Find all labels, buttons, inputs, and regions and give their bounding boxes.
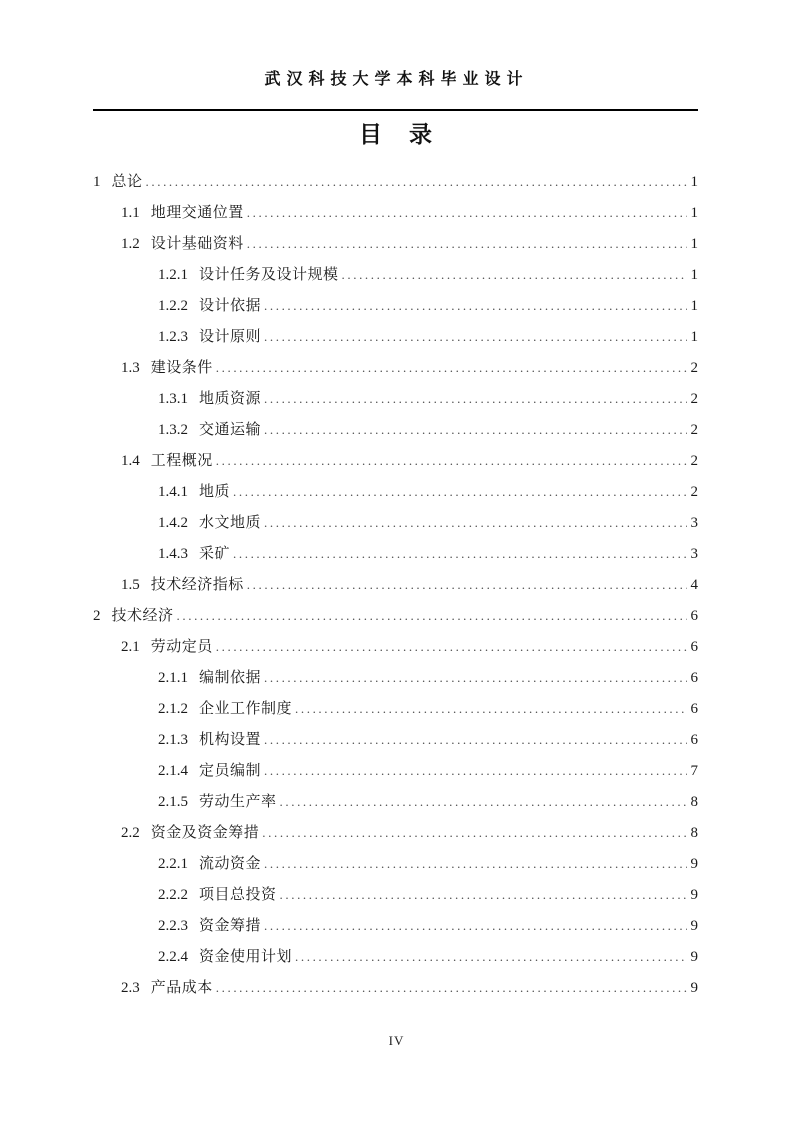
toc-leader-dots <box>247 228 687 259</box>
toc-leader-dots <box>264 290 686 321</box>
toc-entry-label: 产品成本 <box>150 979 213 996</box>
toc-entry-label: 机构设置 <box>199 731 262 748</box>
toc-entry-page: 7 <box>690 763 698 779</box>
toc-entry[interactable] <box>93 848 698 879</box>
toc-entry-label: 技术经济 <box>111 607 174 624</box>
toc-entry-number: 1.3.2 <box>158 422 188 438</box>
toc-entry-page: 6 <box>690 639 698 655</box>
toc-entry-number: 1.1 <box>121 205 140 221</box>
toc-entry-number: 2.2.4 <box>158 949 188 965</box>
toc-entry-page: 9 <box>690 856 698 872</box>
toc-entry-page: 9 <box>690 918 698 934</box>
toc-entry-label: 技术经济指标 <box>150 576 244 593</box>
toc-entry-label: 采矿 <box>199 545 231 562</box>
toc-entry-label: 劳动生产率 <box>199 793 277 810</box>
toc-entry-label: 劳动定员 <box>150 638 213 655</box>
toc-entry-number: 2.1.5 <box>158 794 188 810</box>
toc-leader-dots <box>264 383 686 414</box>
running-header: 武汉科技大学本科毕业设计 <box>264 71 529 88</box>
toc-entry-label: 定员编制 <box>199 762 262 779</box>
toc-leader-dots <box>146 166 687 197</box>
toc-entry-number: 2.1 <box>121 639 140 655</box>
toc-entry[interactable] <box>93 228 698 259</box>
toc-entry-number: 1.2.2 <box>158 298 188 314</box>
toc-entry-number: 1.2.1 <box>158 267 188 283</box>
toc-entry-page: 1 <box>690 174 698 190</box>
toc-entry-page: 6 <box>690 608 698 624</box>
toc-entry-number: 2.1.3 <box>158 732 188 748</box>
toc-entry-page: 1 <box>690 298 698 314</box>
toc-entry-label: 项目总投资 <box>199 886 277 903</box>
toc-entry-label: 设计依据 <box>199 297 262 314</box>
toc-entry-label: 总论 <box>111 173 143 190</box>
toc-entry-page: 8 <box>690 825 698 841</box>
toc-leader-dots <box>233 476 686 507</box>
toc-entry[interactable] <box>93 879 698 910</box>
toc-leader-dots <box>247 197 687 228</box>
toc-entry-number: 1.5 <box>121 577 140 593</box>
toc-entry-page: 3 <box>690 515 698 531</box>
toc-entry[interactable] <box>93 817 698 848</box>
toc-entry[interactable] <box>93 600 698 631</box>
toc-entry-number: 2.3 <box>121 980 140 996</box>
toc-entry[interactable] <box>93 321 698 352</box>
toc-leader-dots <box>216 445 687 476</box>
toc-entry[interactable] <box>93 414 698 445</box>
toc-leader-dots <box>216 352 687 383</box>
toc-entry-page: 6 <box>690 732 698 748</box>
toc-entry-page: 9 <box>690 949 698 965</box>
toc-entry-page: 6 <box>690 701 698 717</box>
toc-leader-dots <box>264 848 686 879</box>
toc-title: 目 录 <box>359 121 434 147</box>
toc-entry-number: 2.1.1 <box>158 670 188 686</box>
toc-entry-label: 交通运输 <box>199 421 262 438</box>
toc-leader-dots <box>264 662 686 693</box>
toc-entry-label: 流动资金 <box>199 855 262 872</box>
toc-entry[interactable] <box>93 352 698 383</box>
toc-entry-number: 1.4.2 <box>158 515 188 531</box>
toc-entry[interactable] <box>93 941 698 972</box>
toc-list <box>93 166 698 1003</box>
toc-entry-label: 设计基础资料 <box>150 235 244 252</box>
toc-entry[interactable] <box>93 259 698 290</box>
toc-leader-dots <box>264 724 686 755</box>
toc-entry-number: 1.2 <box>121 236 140 252</box>
toc-leader-dots <box>264 910 686 941</box>
toc-leader-dots <box>216 972 687 1003</box>
toc-entry-number: 2.2.2 <box>158 887 188 903</box>
toc-entry-number: 1.4 <box>121 453 140 469</box>
toc-leader-dots <box>216 631 687 662</box>
toc-entry-number: 2.1.2 <box>158 701 188 717</box>
toc-entry[interactable] <box>93 383 698 414</box>
toc-entry-number: 2.1.4 <box>158 763 188 779</box>
toc-entry-page: 2 <box>690 360 698 376</box>
toc-entry[interactable] <box>93 290 698 321</box>
toc-entry-label: 水文地质 <box>199 514 262 531</box>
toc-entry-number: 2.2 <box>121 825 140 841</box>
toc-entry[interactable] <box>93 724 698 755</box>
footer-page-number: IV <box>388 1033 405 1048</box>
toc-entry-label: 企业工作制度 <box>199 700 293 717</box>
toc-entry[interactable] <box>93 786 698 817</box>
toc-entry-number: 2.2.1 <box>158 856 188 872</box>
toc-entry[interactable] <box>93 538 698 569</box>
toc-entry-page: 4 <box>690 577 698 593</box>
toc-entry[interactable] <box>93 166 698 197</box>
toc-entry-page: 3 <box>690 546 698 562</box>
toc-entry-page: 6 <box>690 670 698 686</box>
toc-entry-page: 1 <box>690 267 698 283</box>
toc-leader-dots <box>262 817 686 848</box>
toc-entry-page: 9 <box>690 887 698 903</box>
toc-entry-number: 2.2.3 <box>158 918 188 934</box>
toc-entry-page: 2 <box>690 484 698 500</box>
toc-entry[interactable] <box>93 197 698 228</box>
toc-leader-dots <box>264 755 686 786</box>
toc-leader-dots <box>342 259 687 290</box>
toc-entry-page: 2 <box>690 453 698 469</box>
toc-entry[interactable] <box>93 631 698 662</box>
toc-entry-label: 资金使用计划 <box>199 948 293 965</box>
toc-entry-label: 资金筹措 <box>199 917 262 934</box>
toc-entry[interactable] <box>93 507 698 538</box>
toc-entry-page: 2 <box>690 391 698 407</box>
toc-entry-page: 8 <box>690 794 698 810</box>
toc-entry-label: 地质资源 <box>199 390 262 407</box>
toc-leader-dots <box>280 786 687 817</box>
toc-entry-number: 1 <box>93 174 101 190</box>
header-rule-line <box>93 109 698 111</box>
toc-entry[interactable] <box>93 910 698 941</box>
toc-entry-page: 2 <box>690 422 698 438</box>
toc-entry[interactable] <box>93 476 698 507</box>
toc-entry-page: 9 <box>690 980 698 996</box>
toc-leader-dots <box>295 693 686 724</box>
toc-leader-dots <box>247 569 687 600</box>
toc-entry[interactable] <box>93 972 698 1003</box>
toc-entry[interactable] <box>93 445 698 476</box>
toc-leader-dots <box>280 879 687 910</box>
toc-leader-dots <box>264 321 686 352</box>
toc-entry-label: 设计原则 <box>199 328 262 345</box>
toc-entry-number: 1.3 <box>121 360 140 376</box>
toc-entry[interactable] <box>93 662 698 693</box>
toc-entry-page: 1 <box>690 236 698 252</box>
toc-entry-number: 1.4.1 <box>158 484 188 500</box>
toc-entry-number: 1.3.1 <box>158 391 188 407</box>
toc-entry[interactable] <box>93 693 698 724</box>
toc-entry-label: 地质 <box>199 483 231 500</box>
toc-leader-dots <box>233 538 686 569</box>
toc-entry-label: 建设条件 <box>150 359 213 376</box>
toc-entry-label: 资金及资金筹措 <box>150 824 260 841</box>
toc-entry-page: 1 <box>690 205 698 221</box>
toc-entry[interactable] <box>93 569 698 600</box>
toc-entry-page: 1 <box>690 329 698 345</box>
toc-leader-dots <box>264 414 686 445</box>
toc-leader-dots <box>264 507 686 538</box>
toc-entry-number: 2 <box>93 608 101 624</box>
toc-entry-label: 编制依据 <box>199 669 262 686</box>
toc-leader-dots <box>295 941 686 972</box>
toc-entry-label: 设计任务及设计规模 <box>199 266 339 283</box>
toc-entry-number: 1.4.3 <box>158 546 188 562</box>
toc-leader-dots <box>177 600 687 631</box>
toc-entry-number: 1.2.3 <box>158 329 188 345</box>
toc-entry-label: 地理交通位置 <box>150 204 244 221</box>
toc-entry-label: 工程概况 <box>150 452 213 469</box>
toc-entry[interactable] <box>93 755 698 786</box>
